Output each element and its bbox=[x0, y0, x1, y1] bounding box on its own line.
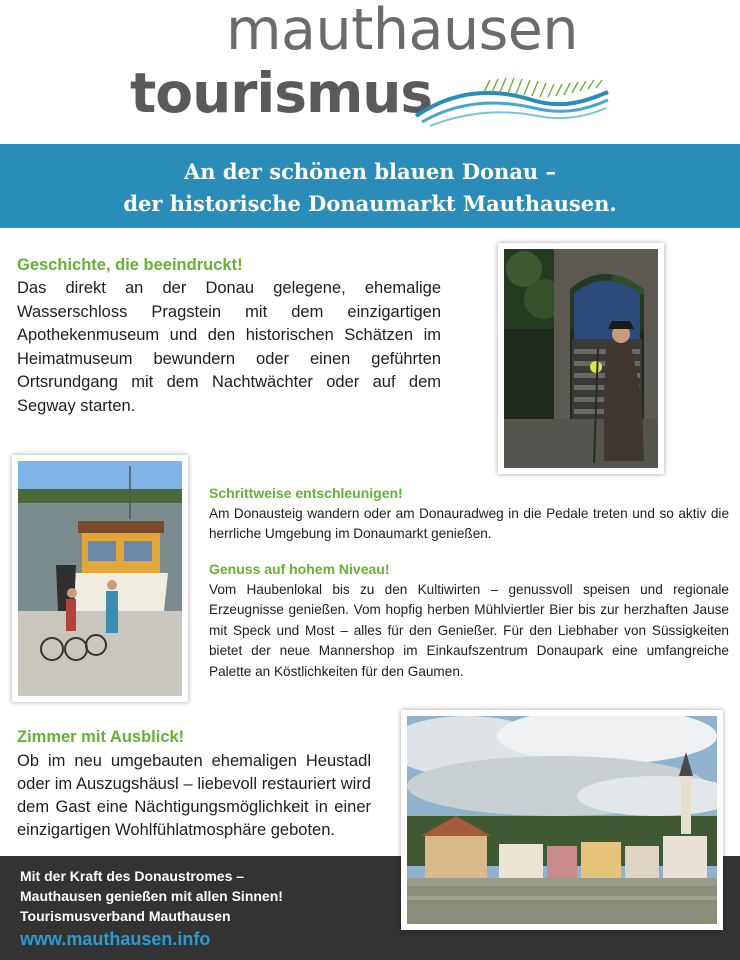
section-text-schrittweise: Am Donausteig wandern oder am Donauradweg in die Pedale treten und so aktiv die herrliche Umgebung im Donaumarkt genießen. bbox=[209, 506, 729, 542]
section-heading-schrittweise: Schrittweise entschleunigen! bbox=[209, 485, 403, 501]
section-text-genuss: Vom Haubenlokal bis zu den Kultiwirten – genussvoll speisen und regionale Erzeugnisse genießen. Vom hopfig herben Mühlviertler Bier bis zur herzhaften Jause mit Speck und Most – alles für den Genießer. Für den Liebhaber von Süssigkeiten bietet der neue Mannershop im Einkaufszentrum Donaupark eine umfangreiche Palette an Köstlichkeiten für den Gaumen. bbox=[209, 582, 729, 679]
section-heading-geschichte: Geschichte, die beeindruckt! bbox=[17, 256, 243, 274]
headline-banner bbox=[0, 144, 740, 228]
night-watchman-image bbox=[504, 249, 658, 468]
danube-wave-icon bbox=[414, 70, 610, 130]
section-text-zimmer: Ob im neu umgebauten ehemaligen Heustadl oder im Auszugshäusl – liebevoll restauriert wird dem Gast eine Nächtigungsmöglichkeit in einer einzigartigen Wohlfühlatmosphäre geboten. bbox=[17, 752, 371, 839]
footer-organization: Tourismusverband Mauthausen bbox=[20, 908, 231, 924]
logo-wordmark-mauthausen: mauthausen bbox=[226, 0, 579, 63]
photo-ferry bbox=[12, 455, 188, 702]
logo-wordmark-tourismus: tourismus bbox=[130, 61, 433, 125]
section-text-geschichte: Das direkt an der Donau gelegene, ehemalige Wasserschloss Pragstein mit dem einzigartigen Apothekenmuseum und den historischen Schätzen im Heimatmuseum bewundern oder einen geführten Ortsrundgang mit dem Nachtwächter oder auf dem Segway starten. bbox=[17, 279, 441, 415]
town-panorama-image bbox=[407, 716, 717, 924]
headline-line-1: An der schönen blauen Donau – bbox=[183, 159, 557, 184]
headline-line-2: der historische Donaumarkt Mauthausen. bbox=[123, 191, 617, 216]
ferry-image bbox=[18, 461, 182, 696]
footer-slogan-line-1: Mit der Kraft des Donaustromes – bbox=[20, 868, 245, 884]
photo-night-watchman bbox=[498, 243, 664, 474]
section-heading-genuss: Genuss auf hohem Niveau! bbox=[209, 561, 390, 577]
section-heading-zimmer: Zimmer mit Ausblick! bbox=[17, 728, 185, 746]
photo-town-panorama bbox=[401, 710, 723, 930]
footer-slogan-line-2: Mauthausen genießen mit allen Sinnen! bbox=[20, 888, 283, 904]
logo bbox=[0, 0, 740, 140]
footer-website-link[interactable]: www.mauthausen.info bbox=[20, 929, 211, 949]
